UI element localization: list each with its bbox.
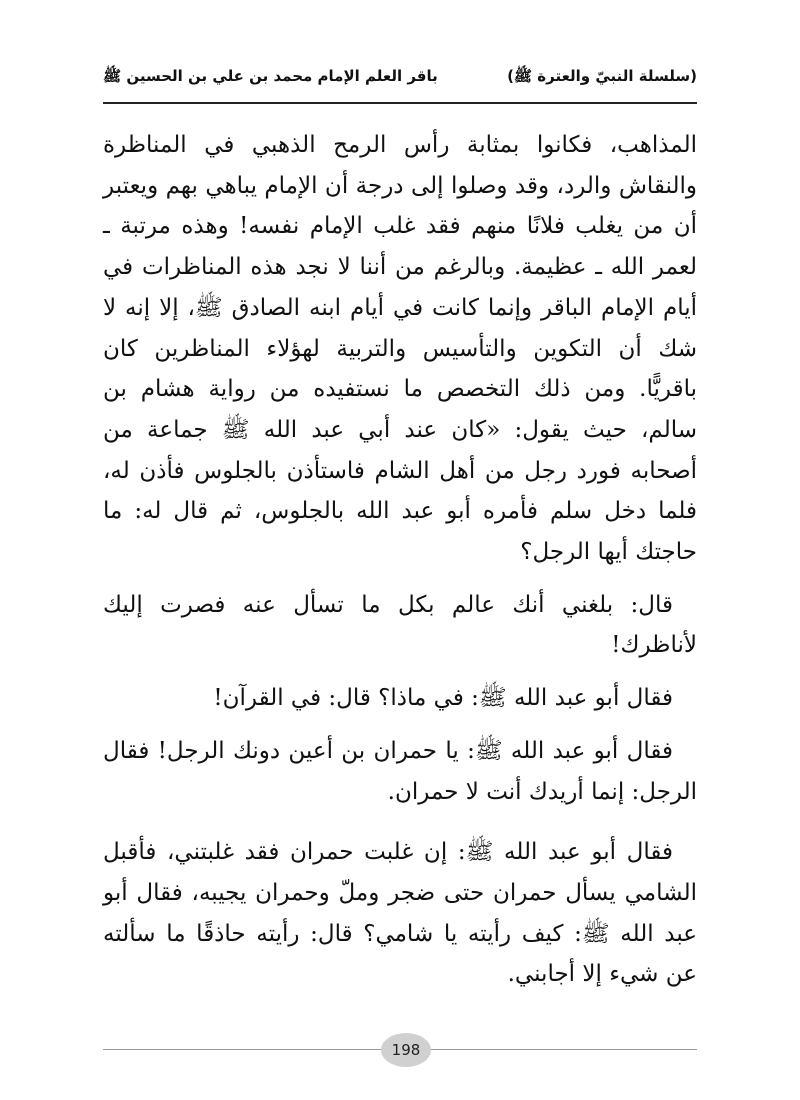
running-header	[103, 58, 697, 98]
series-title: (سلسلة النبيّ والعترة ﷺ)	[507, 67, 697, 85]
paragraph-2: قال: بلغني أنك عالم بكل ما تسأل عنه فصرت إليك لأناظرك!	[103, 591, 697, 659]
paragraph-5: فقال أبو عبد الله ﷺ: إن غلبت حمران فقد غلبتني، فأقبل الشامي يسأل حمران حتى ضجر وملّ وحمران يجيبه، فقال أبو عبد الله ﷺ: كيف رأيته يا شامي؟ قال: رأيته حاذقًا ما سألته عن شيء إلا أجابني.	[103, 839, 697, 988]
paragraph-4: فقال أبو عبد الله ﷺ: يا حمران بن أعين دونك الرجل! فقال الرجل: إنما أريدك أنت لا حمران.	[103, 737, 697, 805]
book-title: باقر العلم الإمام محمد بن علي بن الحسين ﷺ	[103, 67, 438, 85]
paragraph-1: المذاهب، فكانوا بمثابة رأس الرمح الذهبي في المناظرة والنقاش والرد، وقد وصلوا إلى درجة أن الإمام يباهي بهم ويعتبر أن من يغلب فلانًا منهم فقد غلب الإمام نفسه! وهذه مرتبة ـ لعمر الله ـ عظيمة. وبالرغم من أننا لا نجد هذه المناظرات في أيام الإمام الباقر وإنما كانت في أيام ابنه الصادق ﷺ، إلا إنه لا شك أن التكوين والتأسيس والتربية لهؤلاء المناظرين كان باقريًّا. ومن ذلك التخصص ما نستفيده من رواية هشام بن سالم، حيث يقول: «كان عند أبي عبد الله ﷺ جماعة من أصحابه فورد رجل من أهل الشام فاستأذن بالجلوس فأذن له، فلما دخل سلم فأمره أبو عبد الله بالجلوس، ثم قال له: ما حاجتك أيها الرجل؟	[103, 132, 697, 566]
page-body	[103, 125, 697, 995]
paragraph-3: فقال أبو عبد الله ﷺ: في ماذا؟ قال: في القرآن!	[213, 685, 673, 712]
header-divider	[103, 102, 697, 104]
page-number: 198	[381, 1033, 431, 1067]
